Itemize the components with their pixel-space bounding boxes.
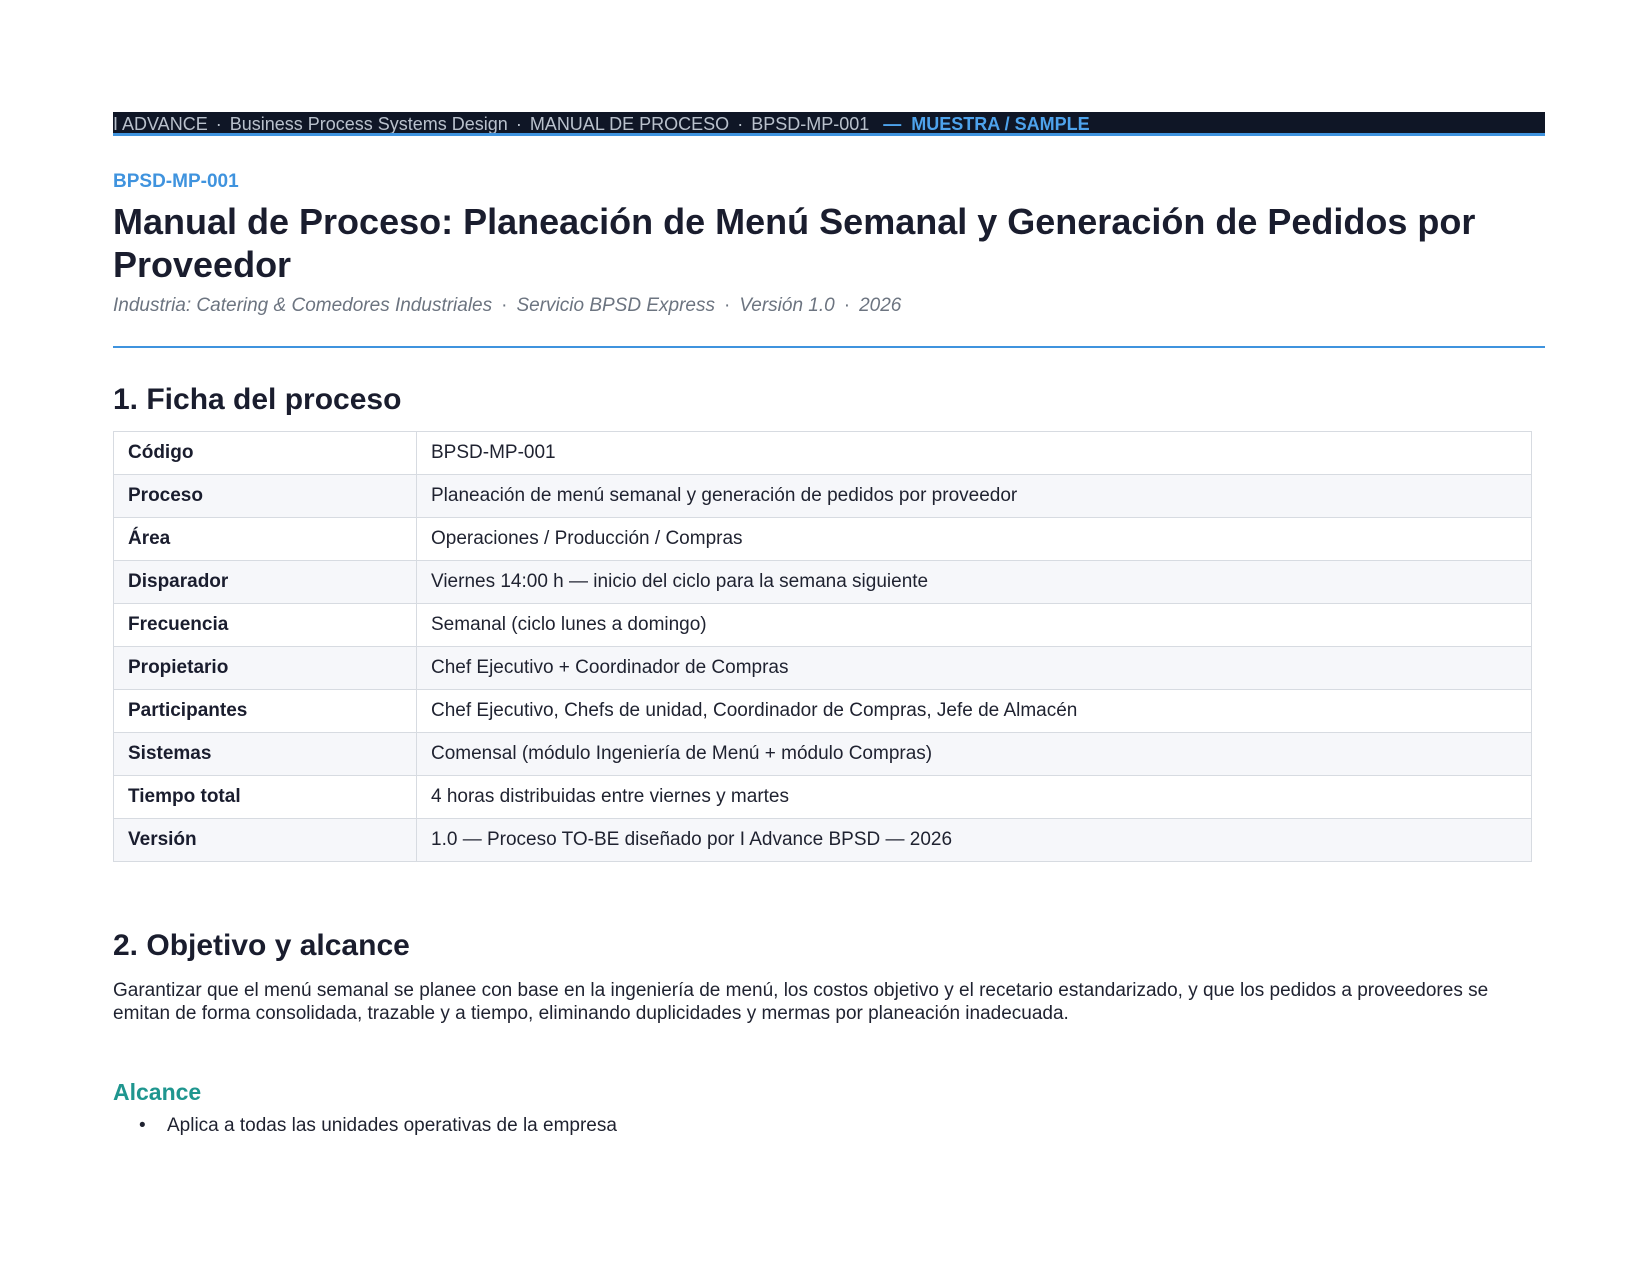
table-row	[114, 776, 1532, 819]
row-label: Código	[114, 432, 417, 475]
header-company: I ADVANCE	[113, 114, 208, 134]
scope-item-text: Aplica a todas las unidades operativas de la empresa	[167, 1115, 617, 1136]
row-label: Propietario	[114, 647, 417, 690]
document-header-bar	[113, 112, 1545, 136]
row-label: Versión	[114, 819, 417, 862]
table-row	[114, 561, 1532, 604]
meta-year: 2026	[859, 295, 902, 316]
process-sheet-table	[113, 431, 1532, 862]
row-label: Proceso	[114, 475, 417, 518]
row-value: Chef Ejecutivo + Coordinador de Compras	[417, 647, 1532, 690]
table-row	[114, 432, 1532, 475]
section-1-heading: 1. Ficha del proceso	[113, 383, 402, 416]
row-value: Operaciones / Producción / Compras	[417, 518, 1532, 561]
meta-separator: ·	[501, 295, 508, 316]
row-label: Tiempo total	[114, 776, 417, 819]
row-value: Semanal (ciclo lunes a domingo)	[417, 604, 1532, 647]
meta-separator: ·	[723, 295, 731, 316]
document-code: BPSD-MP-001	[113, 171, 239, 192]
table-row	[114, 475, 1532, 518]
scope-list	[113, 1113, 617, 1138]
table-row	[114, 733, 1532, 776]
row-label: Área	[114, 518, 417, 561]
header-separator: ·	[737, 114, 744, 134]
row-value: Viernes 14:00 h — inicio del ciclo para la semana siguiente	[417, 561, 1532, 604]
row-value: BPSD-MP-001	[417, 432, 1532, 475]
document-title: Manual de Proceso: Planeación de Menú Semanal y Generación de Pedidos por Proveedor	[113, 201, 1476, 285]
meta-separator: ·	[843, 295, 851, 316]
table-row	[114, 819, 1532, 862]
list-item	[113, 1113, 617, 1138]
row-value: 1.0 — Proceso TO-BE diseñado por I Advance BPSD — 2026	[417, 819, 1532, 862]
row-label: Sistemas	[114, 733, 417, 776]
row-label: Participantes	[114, 690, 417, 733]
row-value: Chef Ejecutivo, Chefs de unidad, Coordinador de Compras, Jefe de Almacén	[417, 690, 1532, 733]
table-row	[114, 604, 1532, 647]
meta-service: Servicio BPSD Express	[516, 295, 715, 316]
title-divider	[113, 346, 1545, 348]
header-doc-type: MANUAL DE PROCESO	[529, 114, 730, 134]
row-value: 4 horas distribuidas entre viernes y martes	[417, 776, 1532, 819]
header-dash: —	[883, 114, 902, 134]
bullet-icon: •	[139, 1115, 146, 1136]
header-practice: Business Process Systems Design	[229, 114, 508, 134]
header-separator: ·	[215, 114, 222, 134]
table-row	[114, 518, 1532, 561]
header-code: BPSD-MP-001	[751, 114, 870, 134]
header-separator: ·	[515, 114, 522, 134]
row-value: Planeación de menú semanal y generación de pedidos por proveedor	[417, 475, 1532, 518]
document-meta	[113, 295, 901, 317]
meta-industry: Industria: Catering & Comedores Industriales	[113, 295, 493, 316]
meta-version: Versión 1.0	[739, 295, 835, 316]
objective-paragraph: Garantizar que el menú semanal se planee con base en la ingeniería de menú, los costos objetivo y el recetario estandarizado, y que los pedidos a proveedores se emitan de forma consolidada, trazable y a tiempo, eliminando duplicidades y mermas por planeación inadecuada.	[113, 980, 1489, 1024]
header-sample-label: MUESTRA / SAMPLE	[911, 114, 1090, 134]
row-value: Comensal (módulo Ingeniería de Menú + módulo Compras)	[417, 733, 1532, 776]
row-label: Disparador	[114, 561, 417, 604]
table-row	[114, 690, 1532, 733]
section-2-heading: 2. Objetivo y alcance	[113, 929, 410, 962]
row-label: Frecuencia	[114, 604, 417, 647]
table-row	[114, 647, 1532, 690]
scope-heading: Alcance	[113, 1079, 202, 1105]
